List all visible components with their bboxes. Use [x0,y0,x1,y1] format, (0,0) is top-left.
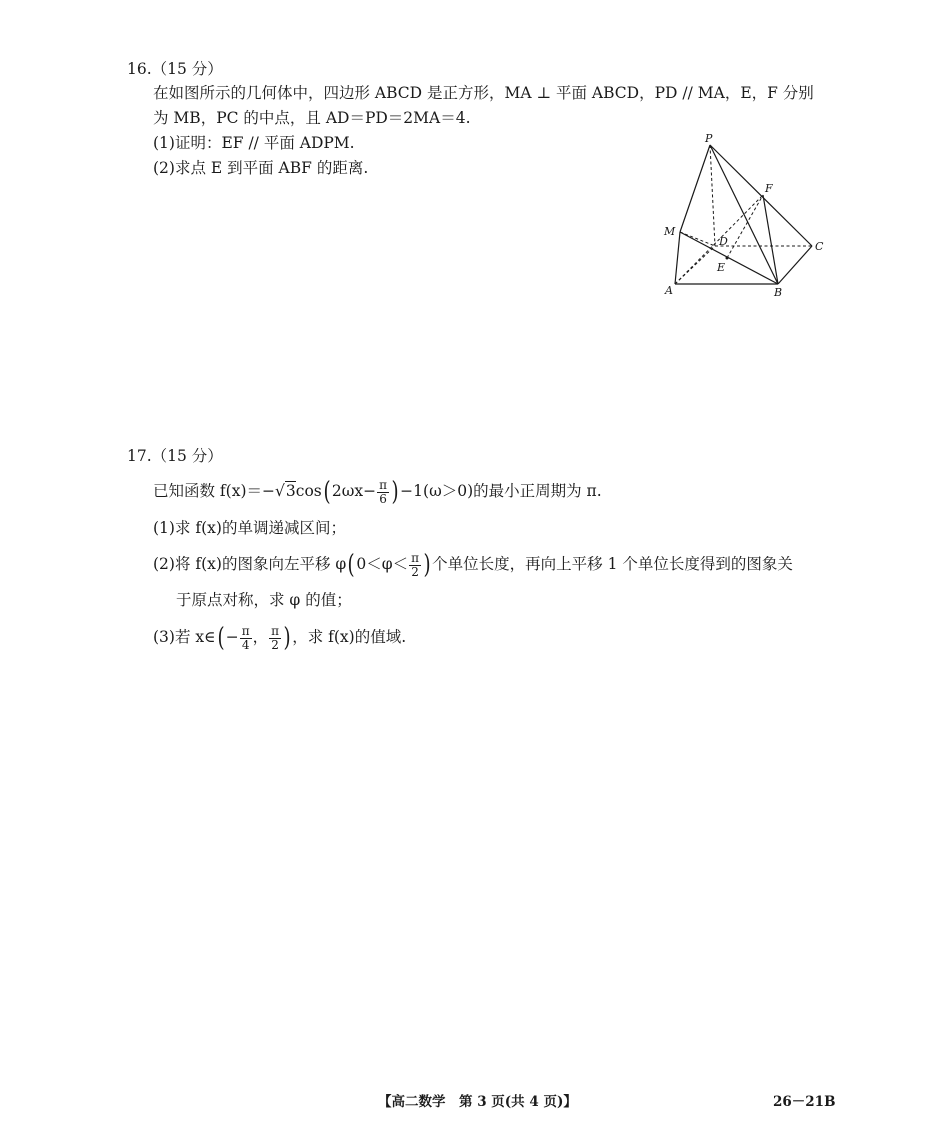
edge-MA [675,232,680,284]
label-D: D [719,235,728,248]
q17-part2-line2: 于原点对称，求 φ 的值； [176,591,352,609]
fraction-pi-6: $\frac{\pi}{6}$ [379,477,388,506]
q17-part3-prefix: (3)若 x∈ [153,628,216,646]
paren-close: ) [391,477,399,507]
label-C: C [815,240,824,253]
interval-comma: ， [252,628,269,646]
paren-close: ) [423,550,431,580]
sqrt-symbol: √ [275,482,285,500]
q17-stem [153,474,602,508]
cos-text: cos [295,482,322,500]
edge-BC [778,246,812,284]
label-B: B [774,286,783,299]
paren-open: ( [217,623,225,653]
edge-FB [763,195,778,284]
q16-header: 16.（15 分） [127,60,223,78]
q17-stem-suffix: −1(ω＞0)的最小正周期为 π. [400,482,602,500]
label-F: F [765,182,773,195]
q16-stem-line1: 在如图所示的几何体中，四边形 ABCD 是正方形，MA ⊥ 平面 ABCD，PD // MA，E，F 分别 [153,84,814,102]
q17-header: 17.（15 分） [127,447,223,465]
inner-arg: 2ωx− [331,482,377,500]
edge-PM [680,145,710,232]
footer-page-info: 【高二数学 第 3 页(共 4 页)】 [378,1094,577,1110]
q16-stem-line2: 为 MB，PC 的中点，且 AD＝PD＝2MA＝4. [153,109,471,127]
edge-EF [727,195,763,258]
fraction-pi-2: $\frac{\pi}{2}$ [411,550,420,579]
q17-part1: (1)求 f(x)的单调递减区间； [153,519,346,537]
q17-part2-cond: 0＜φ＜ [356,555,409,573]
q17-part3 [153,620,406,654]
paren-close: ) [283,623,291,653]
q16-part2: (2)求点 E 到平面 ABF 的距离. [153,159,369,177]
q17-stem-prefix: 已知函数 f(x)＝− [153,482,275,500]
edge-MD [680,232,715,246]
label-E: E [717,261,726,274]
edge-PC [710,145,812,246]
label-M: M [664,225,676,238]
q17-part2 [153,547,793,581]
fraction-pi-2b: $\frac{\pi}{2}$ [271,623,280,652]
label-P: P [705,132,713,145]
point-E-dot [726,257,729,260]
q16-part1: (1)证明：EF // 平面 ADPM. [153,134,355,152]
paren-open: ( [347,550,355,580]
q16-geometry-figure [655,132,830,300]
q17-part2-suffix: 个单位长度，再向上平移 1 个单位长度得到的图象关 [432,555,793,573]
label-A: A [665,284,673,297]
edge-MB [680,232,778,284]
paren-open: ( [323,477,331,507]
fraction-pi-4: $\frac{\pi}{4}$ [241,623,250,652]
sqrt-arg: 3 [285,482,296,500]
q17-part2-prefix: (2)将 f(x)的图象向左平移 φ [153,555,347,573]
footer-code: 26－21B [773,1094,836,1110]
neg-sign: − [225,628,239,646]
q17-part3-suffix: ，求 f(x)的值域. [292,628,407,646]
edge-PD [710,145,715,246]
